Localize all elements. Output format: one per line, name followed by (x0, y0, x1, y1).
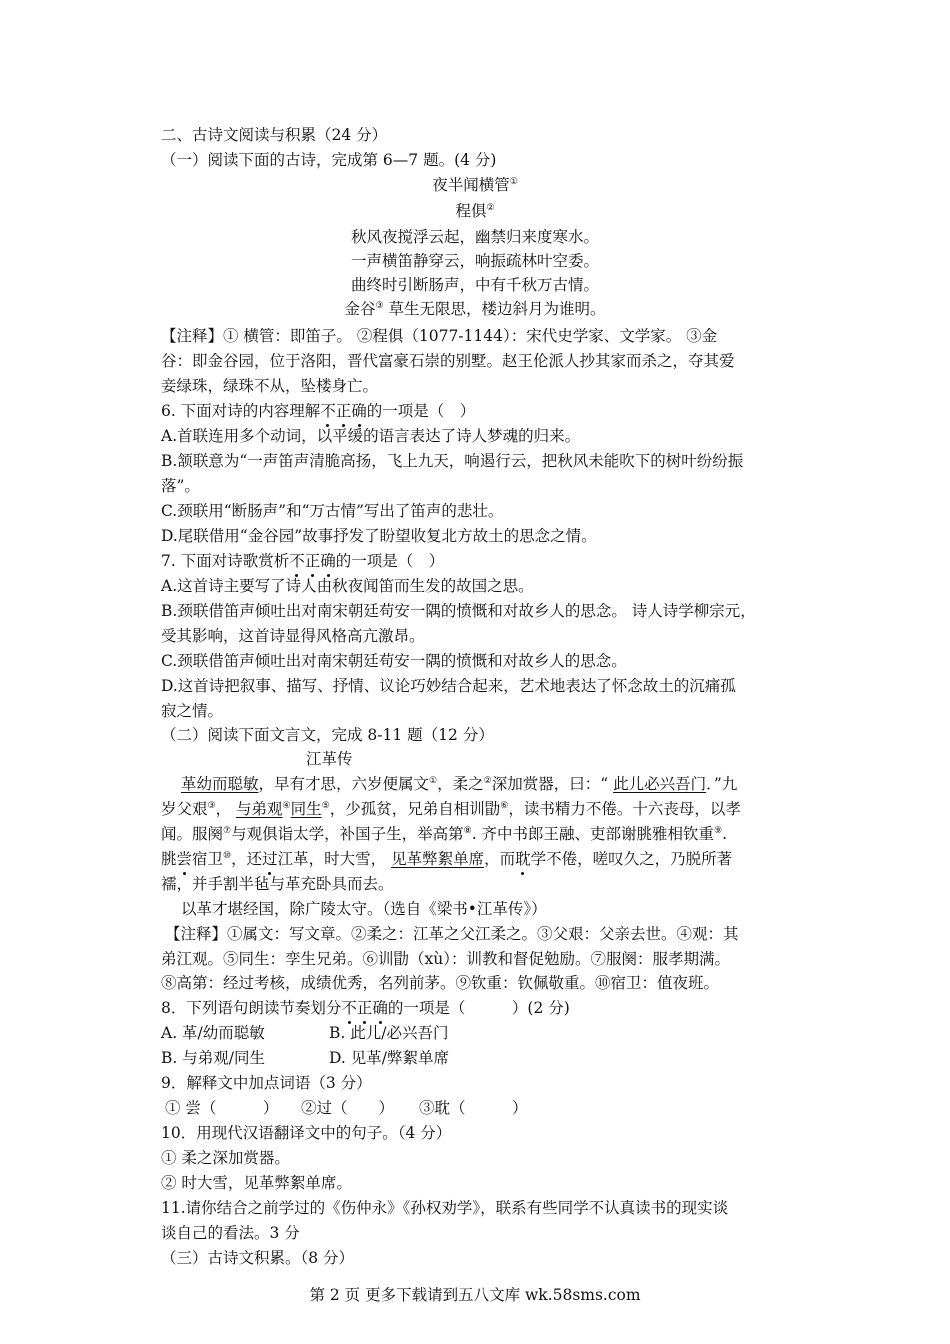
question-8-option: B. 与弟观/同生 (161, 1049, 265, 1067)
poem-line: 曲终时引断肠声，中有千秋万古情。 (350, 276, 599, 294)
question-7-option: B.颈联借笛声倾吐出对南宋朝廷苟安一隅的愤慨和对故乡人的思念。 诗人诗学柳宗元， (161, 602, 756, 620)
prose-line: 襦，并手割半毡与革充卧具而去。 (161, 875, 394, 893)
poem-line: 金谷③ 草生无限思，楼边斜月为谁明。 (344, 300, 606, 318)
part1-heading: （一）阅读下面的古诗，完成第 6—7 题。(4 分) (161, 151, 497, 169)
emphasis-dot-char: 确 (320, 552, 336, 570)
question-7-option: A.这首诗主要写了诗人由秋夜闻笛而生发的故国之思。 (161, 577, 534, 595)
prose-line: 革幼而聪敏，早有才思，六岁便属文①，柔之②深加赏器，曰：“ 此儿必兴吾门．”九 (181, 775, 738, 793)
question-8-option: A. 革/幼而聪敏 (161, 1024, 265, 1042)
prose-title: 江革传 (306, 750, 353, 768)
prose-note: 弟江观。⑤同生：孪生兄弟。⑥训勖（xù）：训教和督促勉励。⑦服阕：服孝期满。 (161, 950, 730, 968)
poem-note: 妾绿珠，绿珠不从，坠楼身亡。 (161, 377, 379, 395)
emphasis-dot-char: 过 (262, 850, 278, 868)
question-7-stem: 7. 下面对诗歌赏析不正确的一项是（ ） (161, 552, 445, 570)
question-7-option: C.颈联借笛声倾吐出对南宋朝廷苟安一隅的愤慨和对故乡人的思念。 (161, 652, 627, 670)
question-9-blank: ③耽（ ） (419, 1099, 528, 1117)
section-heading: 二、古诗文阅读与积累（24 分） (161, 126, 388, 144)
emphasis-dot-char: 尝 (176, 850, 193, 868)
question-8-stem: 8．下列语句朗读节奏划分不正确的一项是（ ）(2 分) (161, 999, 570, 1017)
question-6-option: A.首联连用多个动词，以平缓的语言表达了诗人梦魂的归来。 (161, 427, 581, 445)
prose-note: ⑧高第：经过考核，成绩优秀，名列前茅。⑨钦重：钦佩敬重。⑩宿卫：值夜班。 (161, 974, 720, 992)
question-6-option: D.尾联借用“金谷园”故事抒发了盼望收复北方故土的思念之情。 (161, 527, 597, 545)
poem-line: 一声横笛静穿云，响振疏林叶空委。 (350, 252, 599, 270)
question-11-stem: 谈自己的看法。3 分 (161, 1224, 300, 1242)
question-6-option: 落”。 (161, 477, 200, 495)
question-10-sentence: ② 时大雪，见革弊絮单席。 (161, 1174, 352, 1192)
question-10-stem: 10．用现代汉语翻译文中的句子。（4 分） (161, 1124, 452, 1142)
poem-note: 谷：即金谷园，位于洛阳，晋代富豪石崇的别墅。赵王伦派人抄其家而杀之，夺其爱 (161, 352, 735, 370)
emphasis-dot-char: 不 (320, 402, 336, 420)
question-8-option: B. 此儿/必兴吾门 (329, 1024, 449, 1042)
question-6-stem: 6. 下面对诗的内容理解不正确的一项是（ ） (161, 402, 476, 420)
question-9-blank: ②过（ ） (301, 1099, 395, 1117)
poem-author: 程俱② (455, 202, 495, 220)
question-6-option: C.颈联用“断肠声”和“万古情”写出了笛声的悲壮。 (161, 502, 504, 520)
emphasis-dot-char: 不 (289, 552, 305, 570)
part3-heading: （三）古诗文积累。（8 分） (161, 1249, 355, 1267)
emphasis-dot-char: 耽 (515, 850, 531, 868)
poem-title: 夜半闻横管① (432, 176, 518, 194)
question-8-option: D. 见革/弊絮单席 (329, 1049, 449, 1067)
emphasis-dot-char: 确 (351, 402, 367, 420)
question-9-blank: ① 尝（ ） (165, 1099, 279, 1117)
poem-note: 【注释】① 横管：即笛子。 ②程俱（1077-1144）：宋代史学家、文学家。 ③金 (161, 327, 718, 345)
prose-line: 朓尝宿卫⑩，还过江革，时大雪， 见革弊絮单席，而耽学不倦，嗟叹久之，乃脱所著 (161, 850, 733, 868)
question-7-option: D.这首诗把叙事、描写、抒情、议论巧妙结合起来，艺术地表达了怀念故土的沉痛孤 (161, 677, 736, 695)
emphasis-dot-char: 正 (356, 999, 373, 1017)
prose-line: 岁父艰③， 与弟观④同生⑤，少孤贫，兄弟自相训勖⑥，读书精力不倦。十六丧母，以孝 (161, 800, 741, 818)
page-footer: 第 2 页 更多下载请到五八文库 wk.58sms.com (309, 1286, 641, 1304)
emphasis-dot-char: 正 (335, 402, 352, 420)
question-6-option: B.颔联意为“一声笛声清脆高扬，飞上九天，响遏行云，把秋风未能吹下的树叶纷纷振 (161, 452, 744, 470)
question-11-stem: 11.请你结合之前学过的《伤仲永》《孙权劝学》，联系有些同学不认真读书的现实谈 (161, 1199, 729, 1217)
prose-line: 闻。服阕⑦与观俱诣太学，补国子生，举高第⑧. 齐中书郎王融、吏部谢朓雅相钦重⑨. (161, 825, 728, 843)
emphasis-dot-char: 确 (372, 999, 388, 1017)
question-7-option: 寂之情。 (161, 702, 224, 720)
emphasis-dot-char: 正 (304, 552, 321, 570)
emphasis-dot-char: 不 (341, 999, 357, 1017)
prose-note: 【注释】①属文：写文章。②柔之：江革之父江柔之。③父艰：父亲去世。④观：其 (165, 925, 739, 943)
question-10-sentence: ① 柔之深加赏器。 (161, 1149, 290, 1167)
poem-line: 秋风夜搅浮云起，幽禁归来度寒水。 (350, 228, 599, 246)
part2-heading: （二）阅读下面文言文，完成 8-11 题（12 分） (161, 726, 494, 744)
question-7-option: 受其影响，这首诗显得风格高亢激昂。 (161, 627, 425, 645)
prose-line: 以革才堪经国，除广陵太守。（选自《梁书•江革传》） (181, 900, 547, 918)
question-9-stem: 9．解释文中加点词语（3 分） (161, 1074, 372, 1092)
